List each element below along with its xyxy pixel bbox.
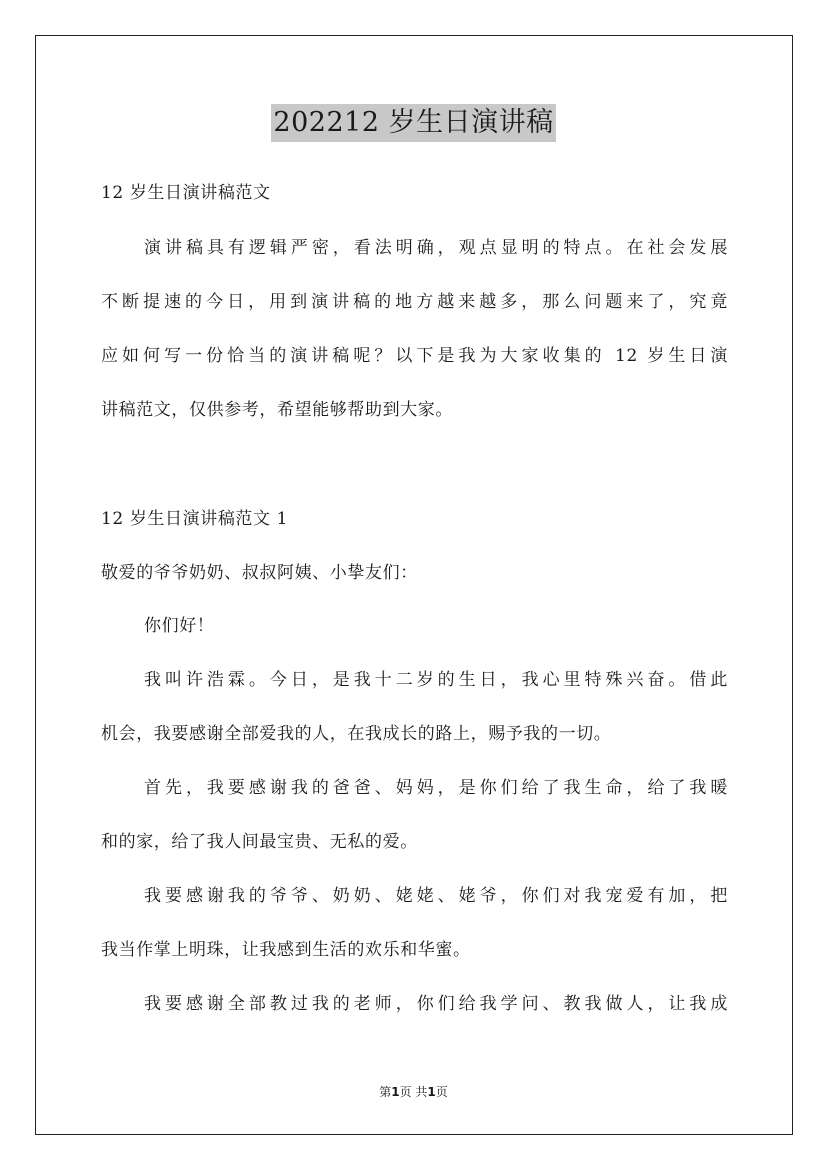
intro-line: 不断提速的今日，用到演讲稿的地方越来越多，那么问题来了，究竟: [101, 292, 728, 312]
body-line: 首先，我要感谢我的爸爸、妈妈，是你们给了我生命，给了我暖: [144, 778, 728, 798]
footer-prefix: 第: [379, 1085, 392, 1099]
document-title: 202212 岁生日演讲稿: [271, 104, 555, 142]
section-heading: 12 岁生日演讲稿范文 1: [101, 509, 289, 529]
footer-mid: 页 共: [399, 1085, 428, 1099]
body-line: 我当作掌上明珠，让我感到生活的欢乐和华蜜。: [101, 940, 471, 960]
greeting: 你们好！: [144, 616, 215, 636]
body-line: 机会，我要感谢全部爱我的人，在我成长的路上，赐予我的一切。: [101, 724, 612, 744]
intro-line: 演讲稿具有逻辑严密，看法明确，观点显明的特点。在社会发展: [144, 238, 728, 258]
footer-page-number: 1: [391, 1085, 400, 1099]
footer-suffix: 页: [435, 1085, 448, 1099]
body-line: 我叫许浩霖。今日，是我十二岁的生日，我心里特殊兴奋。借此: [144, 670, 728, 690]
intro-line: 讲稿范文，仅供参考，希望能够帮助到大家。: [101, 400, 453, 420]
body-line: 我要感谢全部教过我的老师，你们给我学问、教我做人，让我成: [144, 994, 728, 1014]
subtitle: 12 岁生日演讲稿范文: [101, 183, 271, 203]
footer-page-total: 1: [427, 1085, 436, 1099]
intro-line: 应如何写一份恰当的演讲稿呢？以下是我为大家收集的 12 岁生日演: [101, 346, 728, 366]
body-line: 我要感谢我的爷爷、奶奶、姥姥、姥爷，你们对我宠爱有加，把: [144, 886, 728, 906]
body-line: 和的家，给了我人间最宝贵、无私的爱。: [101, 832, 418, 852]
document-title-wrap: [0, 104, 827, 142]
page-footer: [0, 1083, 827, 1100]
salutation: 敬爱的爷爷奶奶、叔叔阿姨、小挚友们：: [101, 563, 418, 583]
